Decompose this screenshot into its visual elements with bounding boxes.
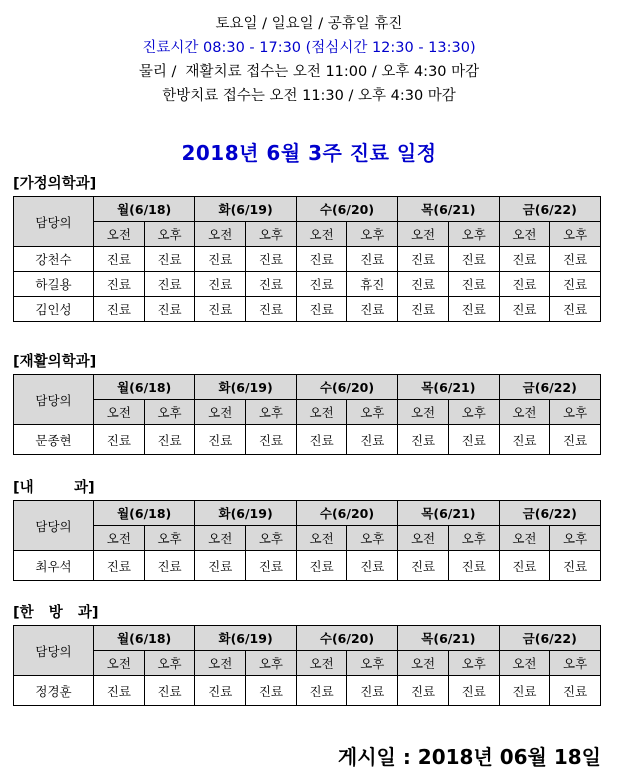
schedule-cell: 진료	[144, 247, 195, 272]
am-header: 오전	[195, 222, 246, 247]
doctor-name: 문종현	[14, 425, 94, 455]
schedule-cell: 진료	[296, 425, 347, 455]
day-header-row	[14, 197, 601, 222]
day-header: 월(6/18)	[94, 626, 195, 651]
am-header: 오전	[94, 222, 145, 247]
am-header: 오전	[195, 651, 246, 676]
am-header: 오전	[94, 526, 145, 551]
schedule-cell: 진료	[347, 676, 398, 706]
table-row	[14, 272, 601, 297]
am-header: 오전	[398, 526, 449, 551]
schedule-cell: 진료	[296, 272, 347, 297]
schedule-cell: 진료	[296, 297, 347, 322]
schedule-cell: 진료	[246, 297, 297, 322]
pm-header: 오후	[550, 526, 601, 551]
doctor-column-header: 담당의	[14, 626, 94, 676]
table-row	[14, 425, 601, 455]
schedule-cell: 진료	[448, 551, 499, 581]
schedule-cell: 진료	[94, 247, 145, 272]
doctor-name: 정경훈	[14, 676, 94, 706]
schedule-cell: 진료	[448, 272, 499, 297]
schedule-cell: 진료	[195, 272, 246, 297]
am-header: 오전	[195, 400, 246, 425]
schedule-cell: 진료	[195, 297, 246, 322]
day-header: 목(6/21)	[398, 375, 499, 400]
day-header: 수(6/20)	[296, 197, 397, 222]
schedule-cell: 진료	[144, 676, 195, 706]
pm-header: 오후	[448, 222, 499, 247]
day-header: 금(6/22)	[499, 501, 600, 526]
schedule-cell: 진료	[398, 551, 449, 581]
pm-header: 오후	[347, 526, 398, 551]
pm-header: 오후	[144, 400, 195, 425]
table-row	[14, 247, 601, 272]
schedule-cell: 진료	[499, 247, 550, 272]
am-header: 오전	[296, 651, 347, 676]
am-header: 오전	[499, 651, 550, 676]
am-header: 오전	[398, 651, 449, 676]
notice-block	[0, 12, 618, 108]
schedule-cell: 진료	[398, 425, 449, 455]
schedule-cell: 진료	[246, 425, 297, 455]
schedule-cell: 진료	[550, 425, 601, 455]
pm-header: 오후	[144, 651, 195, 676]
closed-days-notice: 토요일 / 일요일 / 공휴일 휴진	[215, 16, 403, 32]
schedule-cell: 진료	[246, 272, 297, 297]
day-header: 화(6/19)	[195, 626, 296, 651]
day-header-row	[14, 501, 601, 526]
schedule-table	[13, 500, 601, 581]
day-header-row	[14, 626, 601, 651]
doctor-column-header: 담당의	[14, 501, 94, 551]
schedule-cell: 진료	[448, 676, 499, 706]
schedule-cell: 진료	[195, 676, 246, 706]
schedule-cell: 진료	[448, 247, 499, 272]
schedule-cell: 진료	[296, 247, 347, 272]
schedule-cell: 진료	[94, 676, 145, 706]
pm-header: 오후	[246, 400, 297, 425]
pm-header: 오후	[347, 222, 398, 247]
am-header: 오전	[499, 222, 550, 247]
am-header: 오전	[398, 400, 449, 425]
day-header: 금(6/22)	[499, 375, 600, 400]
schedule-cell: 진료	[144, 272, 195, 297]
schedule-cell: 진료	[296, 551, 347, 581]
schedule-cell: 진료	[550, 297, 601, 322]
pm-header: 오후	[448, 526, 499, 551]
schedule-cell: 진료	[499, 297, 550, 322]
day-header: 목(6/21)	[398, 626, 499, 651]
department-title: [재활의학과]	[13, 354, 97, 370]
schedule-cell: 진료	[347, 425, 398, 455]
schedule-cell: 진료	[550, 551, 601, 581]
am-header: 오전	[499, 526, 550, 551]
schedule-cell: 진료	[144, 551, 195, 581]
schedule-cell: 진료	[499, 676, 550, 706]
doctor-column-header: 담당의	[14, 197, 94, 247]
schedule-cell: 진료	[246, 247, 297, 272]
schedule-cell: 진료	[499, 425, 550, 455]
schedule-cell: 진료	[94, 297, 145, 322]
day-header: 수(6/20)	[296, 626, 397, 651]
day-header: 화(6/19)	[195, 501, 296, 526]
day-header: 금(6/22)	[499, 626, 600, 651]
day-header: 월(6/18)	[94, 197, 195, 222]
doctor-name: 강천수	[14, 247, 94, 272]
pm-header: 오후	[246, 526, 297, 551]
schedule-table	[13, 625, 601, 706]
schedule-table	[13, 196, 601, 322]
schedule-heading: 2018년 6월 3주 진료 일정	[181, 141, 437, 165]
schedule-table	[13, 374, 601, 455]
schedule-cell: 진료	[347, 297, 398, 322]
day-header-row	[14, 375, 601, 400]
am-header: 오전	[195, 526, 246, 551]
schedule-cell: 진료	[499, 551, 550, 581]
am-header: 오전	[296, 222, 347, 247]
pm-header: 오후	[246, 222, 297, 247]
schedule-cell: 진료	[296, 676, 347, 706]
am-header: 오전	[499, 400, 550, 425]
schedule-cell: 진료	[94, 272, 145, 297]
department-title: [가정의학과]	[13, 176, 97, 192]
schedule-cell: 진료	[94, 425, 145, 455]
schedule-cell: 진료	[550, 676, 601, 706]
pm-header: 오후	[550, 222, 601, 247]
pm-header: 오후	[246, 651, 297, 676]
table-row	[14, 676, 601, 706]
schedule-cell: 진료	[398, 247, 449, 272]
schedule-cell: 진료	[499, 272, 550, 297]
day-header: 금(6/22)	[499, 197, 600, 222]
schedule-cell: 진료	[246, 676, 297, 706]
schedule-cell: 진료	[398, 297, 449, 322]
schedule-cell: 진료	[550, 272, 601, 297]
am-header: 오전	[94, 400, 145, 425]
schedule-cell: 진료	[550, 247, 601, 272]
schedule-cell: 진료	[195, 425, 246, 455]
day-header: 화(6/19)	[195, 197, 296, 222]
day-header: 월(6/18)	[94, 375, 195, 400]
pm-header: 오후	[448, 400, 499, 425]
schedule-cell: 휴진	[347, 272, 398, 297]
pm-header: 오후	[347, 400, 398, 425]
table-row	[14, 297, 601, 322]
day-header: 목(6/21)	[398, 501, 499, 526]
schedule-cell: 진료	[246, 551, 297, 581]
am-header: 오전	[398, 222, 449, 247]
schedule-cell: 진료	[195, 247, 246, 272]
pm-header: 오후	[347, 651, 398, 676]
department-title: [내 과]	[13, 480, 95, 496]
schedule-cell: 진료	[144, 297, 195, 322]
doctor-name: 하길용	[14, 272, 94, 297]
oriental-reception-notice: 한방치료 접수는 오전 11:30 / 오후 4:30 마감	[162, 88, 456, 104]
day-header: 수(6/20)	[296, 375, 397, 400]
session-header-row	[14, 526, 601, 551]
schedule-cell: 진료	[347, 551, 398, 581]
pm-header: 오후	[448, 651, 499, 676]
schedule-cell: 진료	[347, 247, 398, 272]
am-header: 오전	[296, 400, 347, 425]
schedule-cell: 진료	[448, 425, 499, 455]
doctor-name: 김인성	[14, 297, 94, 322]
doctor-column-header: 담당의	[14, 375, 94, 425]
schedule-cell: 진료	[144, 425, 195, 455]
session-header-row	[14, 651, 601, 676]
hours-notice: 진료시간 08:30 - 17:30 (점심시간 12:30 - 13:30)	[142, 40, 476, 56]
pm-header: 오후	[144, 526, 195, 551]
am-header: 오전	[94, 651, 145, 676]
schedule-cell: 진료	[448, 297, 499, 322]
pm-header: 오후	[550, 400, 601, 425]
doctor-name: 최우석	[14, 551, 94, 581]
pm-header: 오후	[144, 222, 195, 247]
am-header: 오전	[296, 526, 347, 551]
pm-header: 오후	[550, 651, 601, 676]
rehab-reception-notice: 물리 / 재활치료 접수는 오전 11:00 / 오후 4:30 마감	[138, 64, 480, 80]
table-row	[14, 551, 601, 581]
posted-date: 게시일 : 2018년 06월 18일	[337, 745, 601, 769]
day-header: 월(6/18)	[94, 501, 195, 526]
session-header-row	[14, 222, 601, 247]
schedule-cell: 진료	[195, 551, 246, 581]
schedule-cell: 진료	[398, 272, 449, 297]
session-header-row	[14, 400, 601, 425]
schedule-cell: 진료	[94, 551, 145, 581]
day-header: 화(6/19)	[195, 375, 296, 400]
day-header: 목(6/21)	[398, 197, 499, 222]
department-title: [한 방 과]	[13, 605, 99, 621]
schedule-cell: 진료	[398, 676, 449, 706]
day-header: 수(6/20)	[296, 501, 397, 526]
